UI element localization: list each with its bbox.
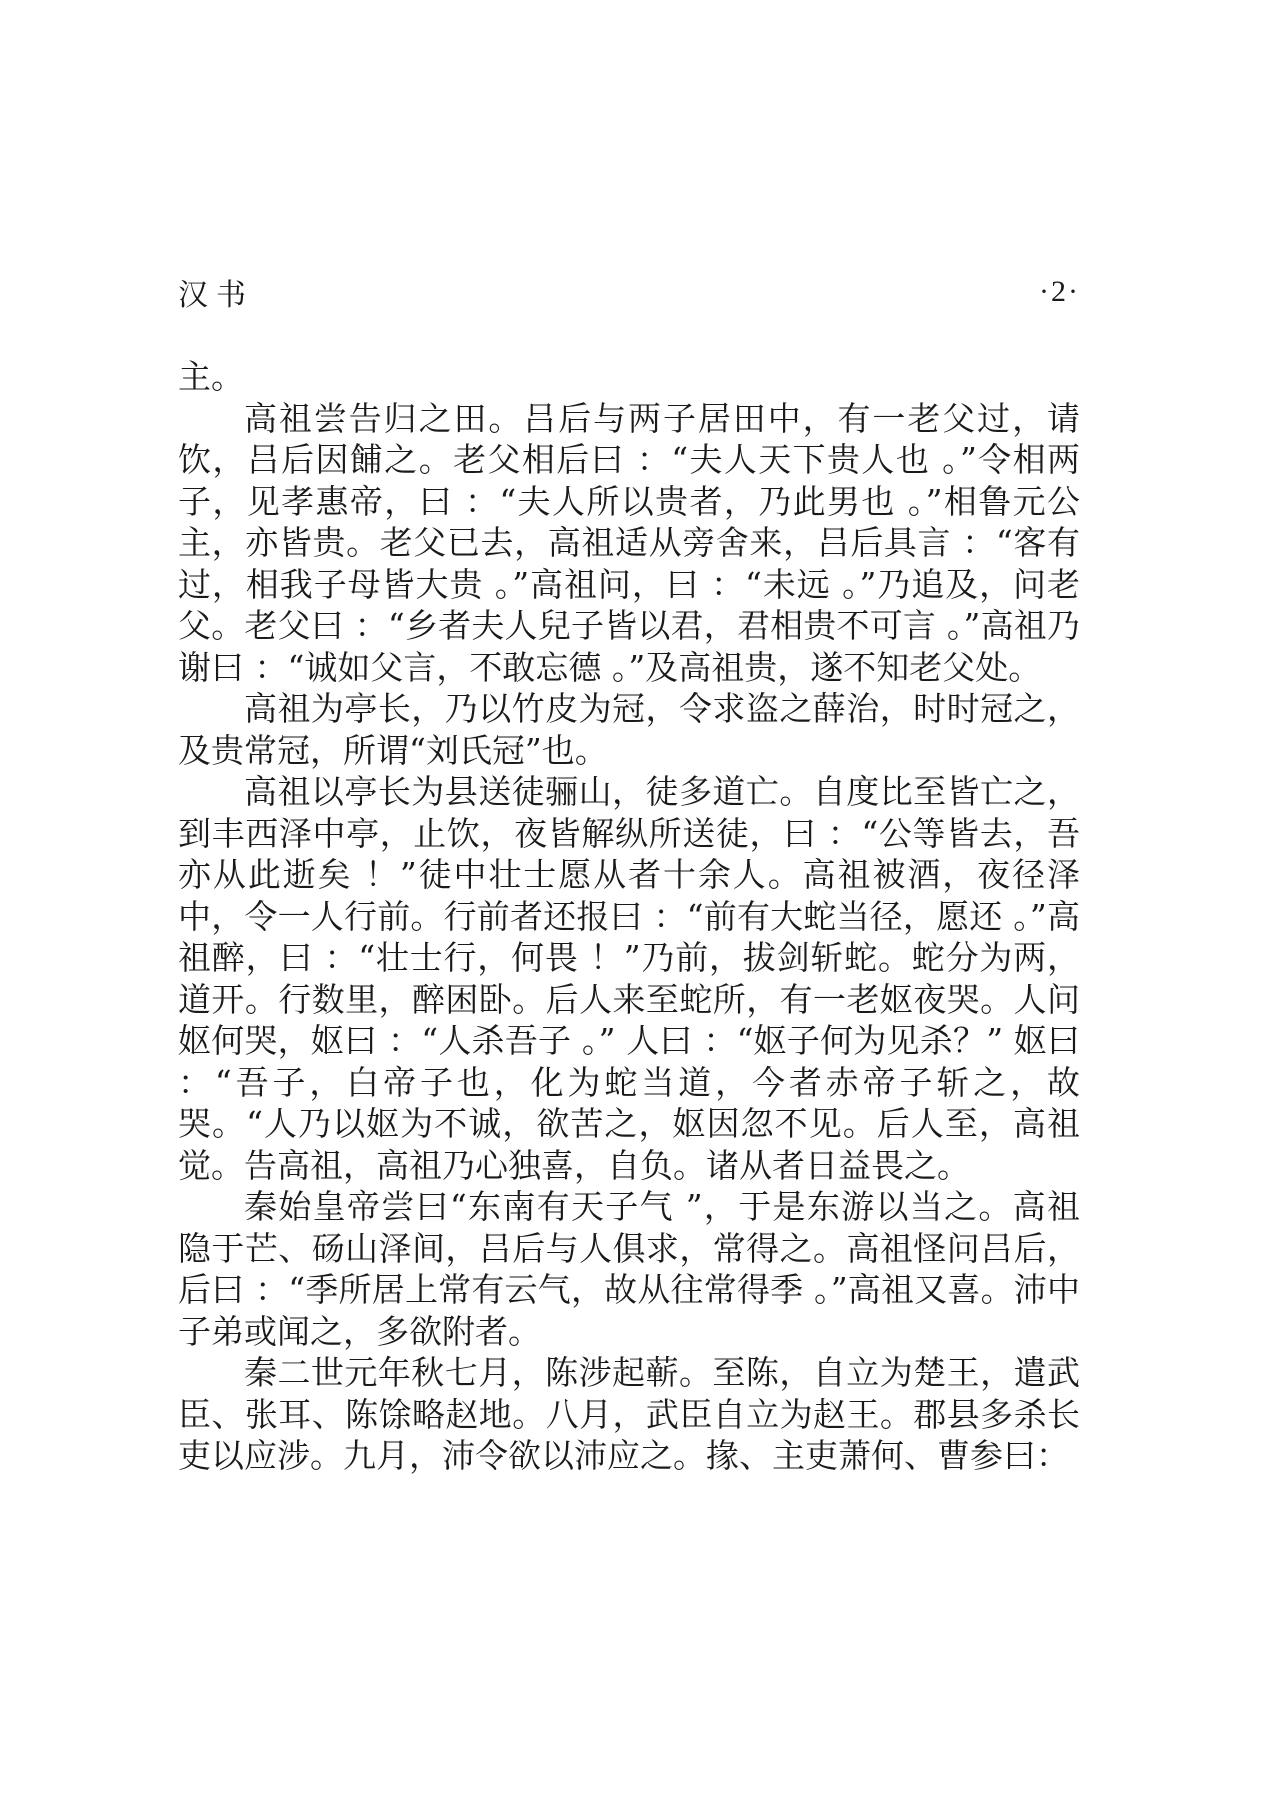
page-header [178, 270, 1080, 314]
body-text [178, 356, 1080, 1477]
paragraph: 高祖尝告归之田。吕后与两子居田中，有一老父过，请饮，吕后因餔之。老父相后曰 ：“夫人天下贵人也 。”令相两子，见孝惠帝，曰 ：“夫人所以贵者，乃此男也 。”相鲁元公主，亦皆贵。老父已去，高祖适从旁舍来，吕后具言 ：“客有过，相我子母皆大贵 。”高祖问，曰 ：“未远 。”乃追及，问老父。老父曰 ：“乡者夫人兒子皆以君，君相贵不可言 。”高祖乃谢曰 ：“诚如父言，不敢忘德 。”及高祖贵，遂不知老父处。 [178, 398, 1080, 687]
paragraph: 主。 [178, 357, 244, 396]
paragraph: 秦二世元年秋七月，陈涉起蕲。至陈，自立为楚王，遣武臣、张耳、陈馀略赵地。八月，武臣自立为赵王。郡县多杀长吏以应涉。九月，沛令欲以沛应之。掾、主吏萧何、曹参曰： [178, 1353, 1080, 1475]
paragraph: 高祖为亭长，乃以竹皮为冠，令求盗之薛治，时时冠之，及贵常冠，所谓“刘氏冠”也。 [178, 689, 1080, 770]
book-title: 汉书 [178, 278, 254, 313]
paragraph: 秦始皇帝尝曰“东南有天子气 ”，于是东游以当之。高祖隐于芒、砀山泽间，吕后与人俱求，常得之。高祖怪问吕后，后曰 ：“季所居上常有云气，故从往常得季 。”高祖又喜。沛中子弟或闻之，多欲附者。 [178, 1187, 1080, 1351]
page-number: ·2· [1039, 275, 1080, 308]
paragraph: 高祖以亭长为县送徒骊山，徒多道亡。自度比至皆亡之，到丰西泽中亭，止饮，夜皆解纵所送徒，曰 ：“公等皆去，吾亦从此逝矣 ！”徒中壮士愿从者十余人。高祖被酒，夜径泽中，令一人行前。行前者还报曰 ：“前有大蛇当径，愿还 。”高祖醉，曰 ：“壮士行，何畏 ！”乃前，拔剑斩蛇。蛇分为两，道开。行数里，醉困卧。后人来至蛇所，有一老妪夜哭。人问妪何哭，妪曰 ：“人杀吾子 。” 人曰 ：“妪子何为见杀？” 妪曰 ：“吾子，白帝子也，化为蛇当道，今者赤帝子斩之，故哭。“人乃以妪为不诚，欲苦之，妪因忽不见。后人至，高祖觉。告高祖，高祖乃心独喜，自负。诸从者日益畏之。 [178, 772, 1080, 1185]
